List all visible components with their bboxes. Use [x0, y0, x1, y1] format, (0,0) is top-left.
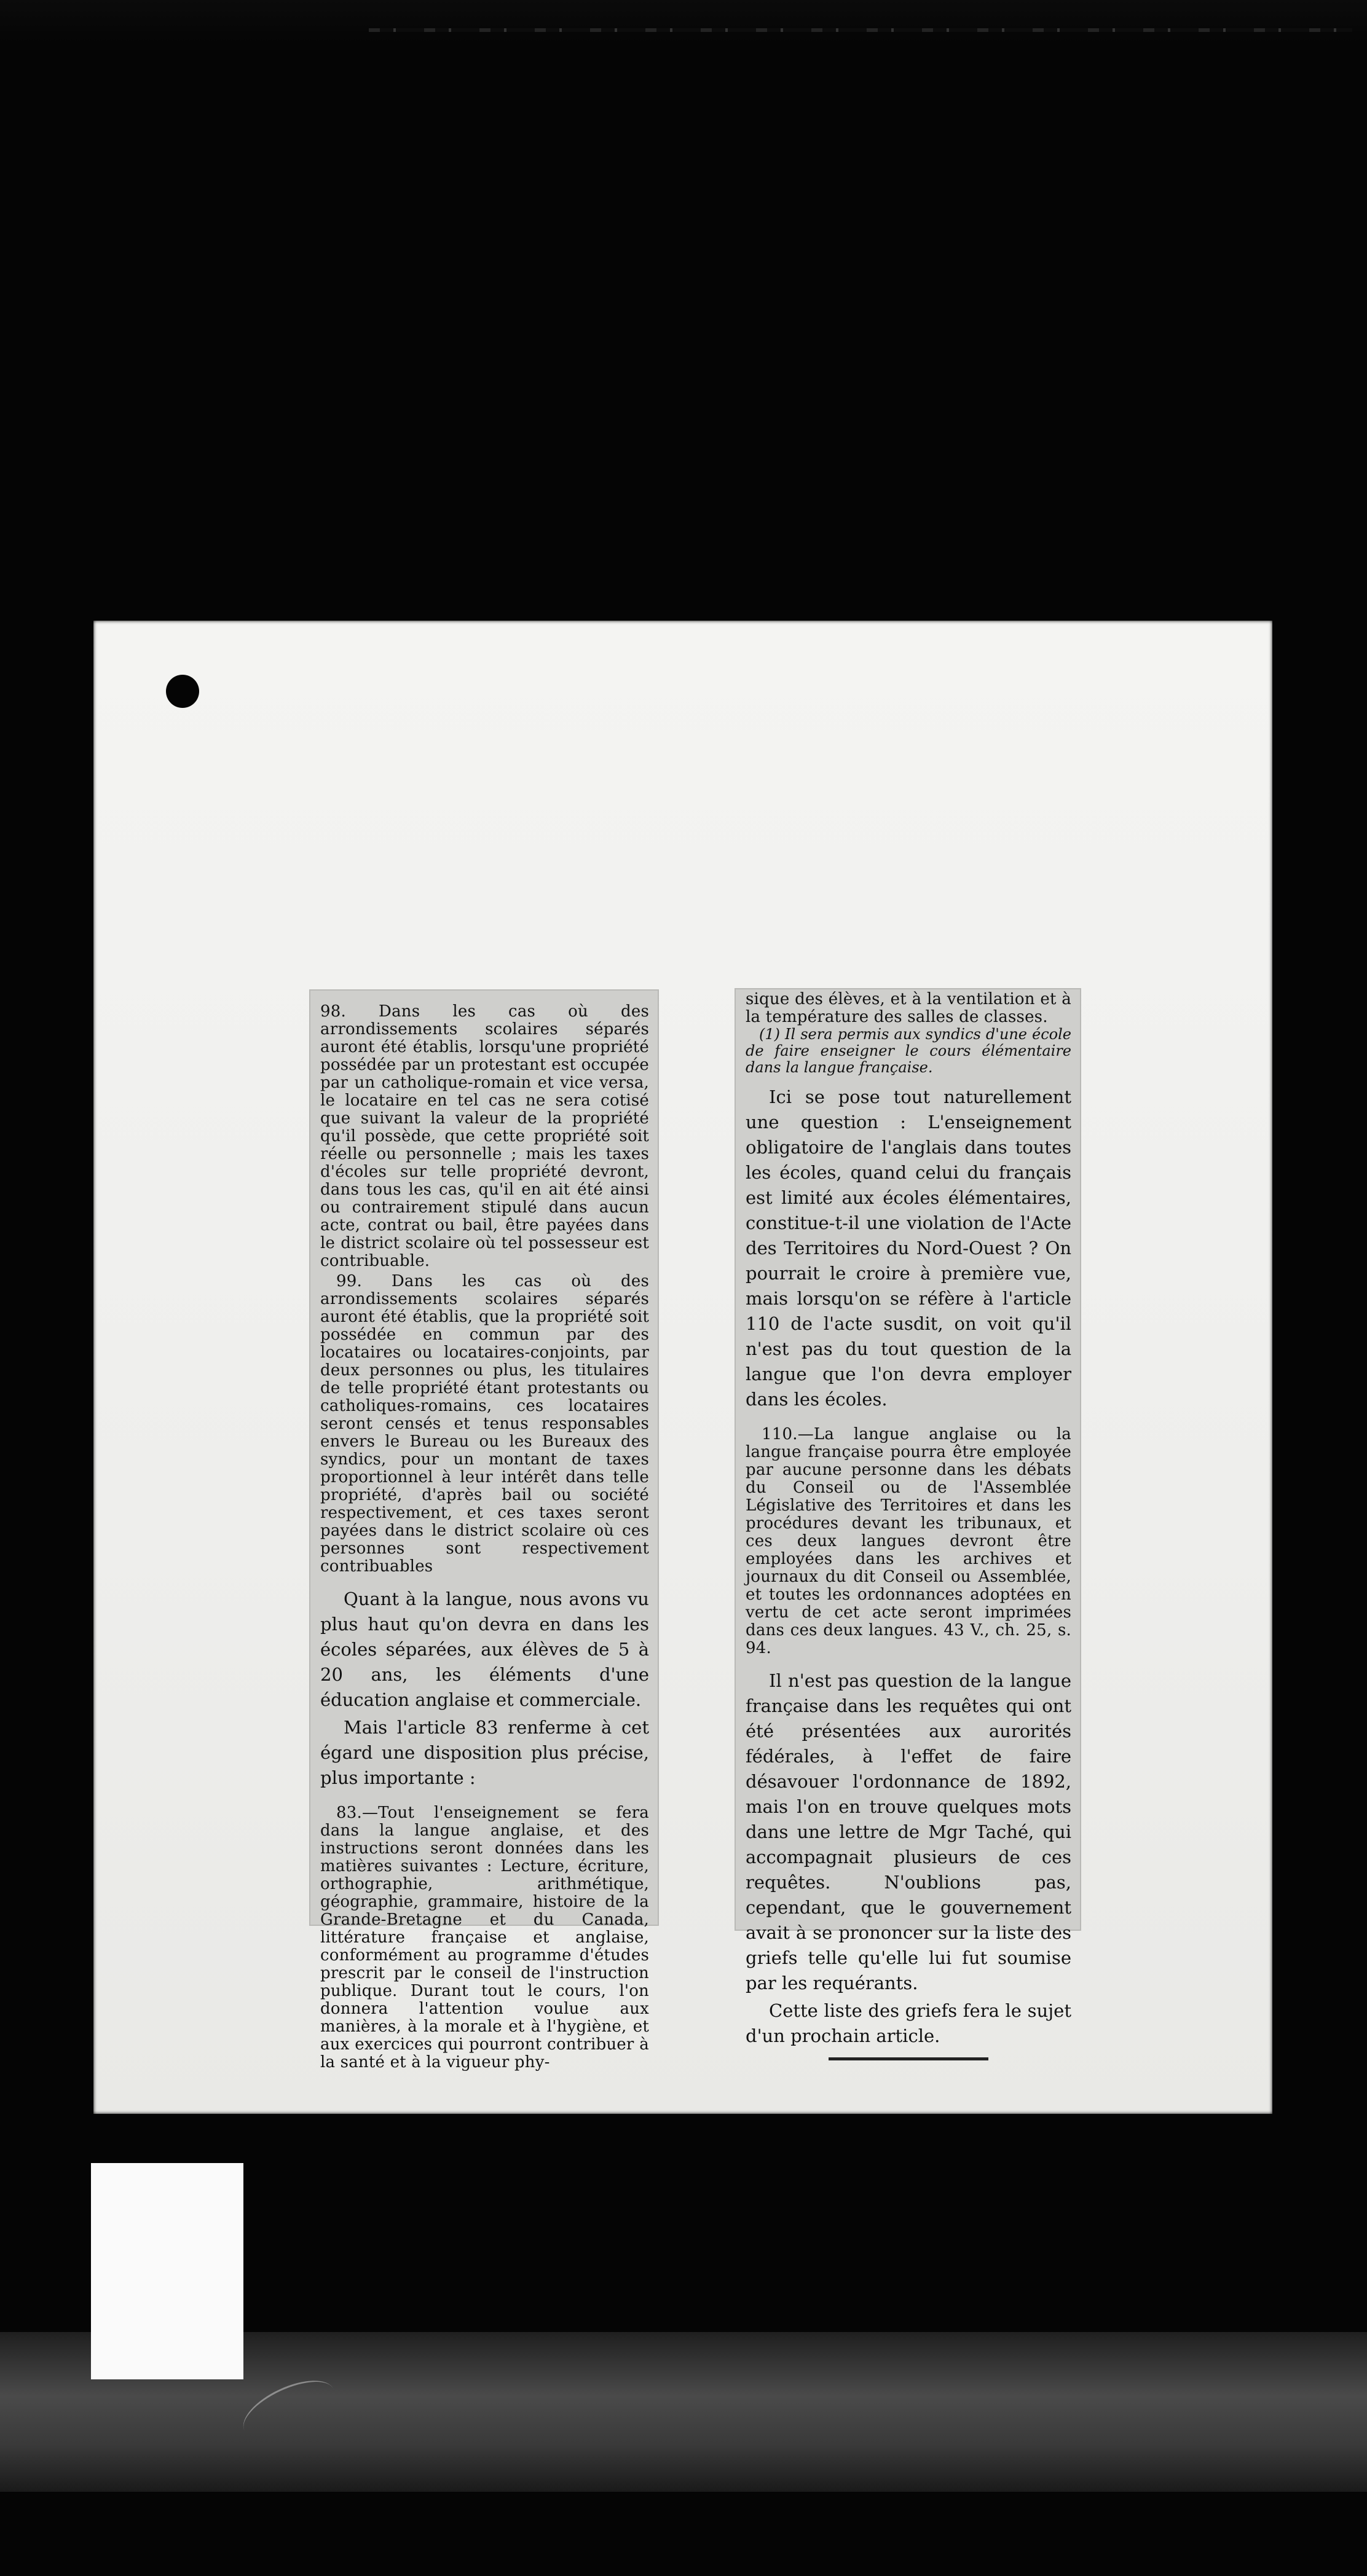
article-98-paragraph: 98. Dans les cas où des arrondissements scolaires séparés auront été établis, lorsqu'une propriété possédée par un protestant est occupée par un catholique-romain et vice versa, le locataire en tel cas ne sera cotisé que suivant la valeur de la propriété qu'il possède, que cette propriété soit réelle ou personnelle ; mais les taxes d'écoles sur telle propriété devront, dans tous les cas, qu'il en ait été ainsi ou contrairement stipulé dans aucun acte, contrat ou bail, être payées dans le district scolaire où tel possesseur est contribuable.: [320, 1002, 649, 1270]
document-page: [93, 621, 1272, 2114]
next-article-paragraph: Cette liste des griefs fera le sujet d'un prochain article.: [746, 2000, 1071, 2046]
language-paragraph: Quant à la langue, nous avons vu plus haut qu'on devra en dans les écoles séparées, aux élèves de 5 à 20 ans, les éléments d'une éducation anglaise et commerciale.: [320, 1588, 649, 1710]
article-83-paragraph: 83.—Tout l'enseignement se fera dans la langue anglaise, et des instructions seront données dans les matières suivantes : Lecture, écriture, orthographie, arithmétique, géographie, grammaire, histoire de la Grande-Bretagne et du Canada, littérature française et anglaise, conformément au programme d'études prescrit par le conseil de l'instruction publique. Durant tout le cours, l'on donnera l'attention voulue aux manières, à la morale et à l'hygiène, et aux exercices qui pourront contribuer à la santé et à la vigueur phy-: [320, 1804, 649, 2071]
end-rule: [829, 2057, 988, 2060]
article-83-intro-paragraph: Mais l'article 83 renferme à cet égard une disposition plus précise, plus importante :: [320, 1717, 649, 1788]
requests-paragraph: Il n'est pas question de la langue française dans les requêtes qui ont été présentées aux aurorités fédérales, à l'effet de faire désavouer l'ordonnance de 1892, mais l'on en trouve quelques mots dans une lettre de Mgr Taché, qui accompagnait plusieurs de ces requêtes. N'oublions pas, cependant, que le gouvernement avait à se prononcer sur la liste des griefs telle qu'elle lui fut soumise par les requérants.: [746, 1670, 1071, 1993]
article-99-paragraph: 99. Dans les cas où des arrondissements scolaires séparés auront été établis, que la propriété soit possédée en commun par des locataires ou locataires-conjoints, par deux personnes ou plus, les titulaires de telle propriété étant protestants ou catholiques-romains, ces locataires seront censés et tenus responsables envers le Bureau ou les Bureaux des syndics, pour un montant de taxes proportionnel à leur intérêt dans telle propriété, d'après bail ou société respectivement, et ces taxes seront payées dans le district scolaire où ces personnes sont respectivement contribuables: [320, 1272, 649, 1576]
film-top-margin: [0, 0, 1367, 43]
footnote: (1) Il sera permis aux syndics d'une école de faire enseigner le cours élémentaire dans la langue française.: [746, 1026, 1071, 1076]
punch-hole: [166, 675, 199, 708]
article-110-paragraph: 110.—La langue anglaise ou la langue française pourra être employée par aucune personne dans les débats du Conseil ou de l'Assemblée Législative des Territoires et dans les procédures devant les tribunaux, et ces deux langues devront être employées dans les archives et journaux du dit Conseil ou Assemblée, et toutes les ordonnances adoptées en vertu de cet acte seront imprimées dans ces deux langues. 43 V., ch. 25, s. 94.: [746, 1425, 1071, 1657]
question-paragraph: Ici se pose tout naturellement une question : L'enseignement obligatoire de l'anglais dans toutes les écoles, quand celui du français est limité aux écoles élémentaires, constitue-t-il une violation de l'Acte des Territoires du Nord-Ouest ? On pourrait le croire à première vue, mais lorsqu'on se réfère à l'article 110 de l'acte susdit, on voit qu'il n'est pas du tout question de la langue que l'on devra employer dans les écoles.: [746, 1086, 1071, 1410]
film-edge-scratch: [369, 28, 1352, 32]
continuation-paragraph: sique des élèves, et à la ventilation et à la température des salles de classes.: [746, 990, 1071, 1026]
white-target-card: [91, 2163, 243, 2379]
clipping-left-column: [310, 991, 658, 2071]
clipping-right-column: [736, 989, 1080, 2046]
